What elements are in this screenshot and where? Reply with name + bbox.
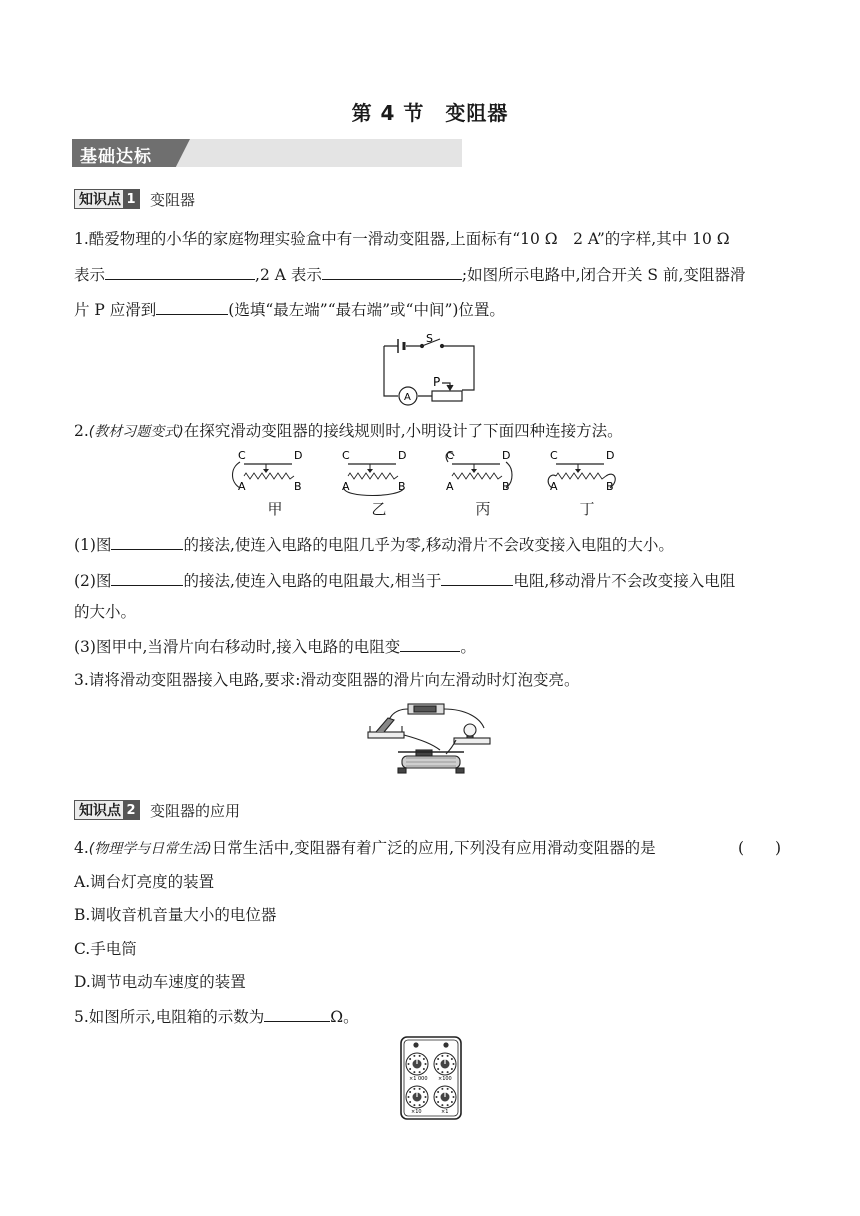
q4-option-c[interactable]: C.手电筒 bbox=[74, 940, 137, 958]
term-c: C bbox=[238, 449, 246, 462]
q2-line1: 2.(教材习题变式)在探究滑动变阻器的接线规则时,小明设计了下面四种连接方法。 bbox=[74, 422, 623, 440]
kp-number: 2 bbox=[123, 801, 139, 819]
term-a: A bbox=[238, 480, 246, 493]
q2-sub2-cont: 的大小。 bbox=[74, 603, 137, 621]
q3-line1: 3.请将滑动变阻器接入电路,要求:滑动变阻器的滑片向左滑动时灯泡变亮。 bbox=[74, 671, 580, 689]
q2-connection-figures bbox=[228, 448, 638, 518]
term-d: D bbox=[502, 449, 511, 462]
term-c: C bbox=[550, 449, 558, 462]
caption-ding: 丁 bbox=[579, 500, 595, 518]
term-c: C bbox=[342, 449, 350, 462]
knowledge-point-2 bbox=[74, 799, 240, 821]
q4-option-b[interactable]: B.调收音机音量大小的电位器 bbox=[74, 906, 277, 924]
caption-yi: 乙 bbox=[371, 500, 387, 518]
q2-blank-1[interactable] bbox=[111, 534, 183, 550]
q2-blank-3[interactable] bbox=[441, 570, 513, 586]
caption-bing: 丙 bbox=[475, 500, 491, 518]
q1-line2: 表示 ,2 A 表示 ;如图所示电路中,闭合开关 S 前,变阻器滑 bbox=[74, 266, 746, 284]
dial-100 bbox=[434, 1053, 456, 1075]
dial-mult-10: ×10 bbox=[411, 1109, 422, 1115]
dial-1000 bbox=[406, 1053, 428, 1075]
q1-blank-3[interactable] bbox=[156, 299, 228, 315]
term-d: D bbox=[294, 449, 303, 462]
q1-blank-1[interactable] bbox=[105, 264, 255, 280]
q4-answer-paren[interactable]: ( ) bbox=[738, 839, 782, 857]
q4-option-a[interactable]: A.调台灯亮度的装置 bbox=[74, 873, 215, 891]
term-b: B bbox=[398, 480, 406, 493]
rheostat-bing bbox=[446, 449, 512, 493]
q4-option-d[interactable]: D.调节电动车速度的装置 bbox=[74, 973, 246, 991]
switch-label: S bbox=[426, 332, 433, 345]
q5-line1: 5.如图所示,电阻箱的示数为 Ω。 bbox=[74, 1008, 359, 1026]
rheostat-jia bbox=[233, 449, 303, 493]
rheostat-ding bbox=[548, 449, 615, 493]
ammeter-label: A bbox=[404, 392, 411, 403]
dial-mult-1: ×1 bbox=[441, 1109, 449, 1115]
kp-tag: 知识点 bbox=[79, 803, 121, 819]
resistance-box-figure bbox=[400, 1036, 462, 1120]
section-banner-label: 基础达标 bbox=[80, 147, 152, 167]
dial-mult-1000: ×1 000 bbox=[409, 1076, 428, 1082]
q4-stem: 4.(物理学与日常生活)日常生活中,变阻器有着广泛的应用,下列没有应用滑动变阻器的是 bbox=[74, 839, 656, 857]
q1-line1: 1.酷爱物理的小华的家庭物理实验盒中有一滑动变阻器,上面标有“10 Ω 2 A”的字样,其中 10 Ω bbox=[74, 230, 730, 248]
kp-number: 1 bbox=[123, 190, 139, 208]
rheostat-diagrams bbox=[228, 448, 638, 498]
q1-blank-2[interactable] bbox=[322, 264, 462, 280]
dial-mult-100: ×100 bbox=[438, 1076, 452, 1082]
q3-apparatus-figure bbox=[362, 700, 498, 780]
term-b: B bbox=[502, 480, 510, 493]
term-b: B bbox=[294, 480, 302, 493]
q1-circuit-figure bbox=[376, 330, 482, 406]
term-a: A bbox=[446, 480, 454, 493]
dial-1 bbox=[434, 1086, 456, 1108]
q2-sub1: (1)图 的接法,使连入电路的电阻几乎为零,移动滑片不会改变接入电阻的大小。 bbox=[74, 536, 674, 554]
section-banner bbox=[72, 139, 462, 167]
q2-blank-2[interactable] bbox=[111, 570, 183, 586]
term-b: B bbox=[606, 480, 614, 493]
term-c: C bbox=[446, 449, 454, 462]
page-title: 第 4 节 变阻器 bbox=[351, 101, 509, 125]
knowledge-point-1 bbox=[74, 188, 195, 210]
kp-tag: 知识点 bbox=[79, 192, 121, 208]
term-a: A bbox=[550, 480, 558, 493]
rheostat-yi bbox=[342, 449, 406, 496]
q2-sub2: (2)图 的接法,使连入电路的电阻最大,相当于 电阻,移动滑片不会改变接入电阻 bbox=[74, 572, 736, 590]
kp-name: 变阻器 bbox=[150, 190, 196, 209]
q2-blank-4[interactable] bbox=[400, 636, 460, 652]
dial-10 bbox=[406, 1086, 428, 1108]
term-d: D bbox=[398, 449, 407, 462]
q1-line3: 片 P 应滑到 (选填“最左端”“最右端”或“中间”)位置。 bbox=[74, 301, 505, 319]
kp-name: 变阻器的应用 bbox=[150, 801, 241, 820]
q5-blank-1[interactable] bbox=[264, 1006, 330, 1022]
term-d: D bbox=[606, 449, 615, 462]
q2-sub3: (3)图甲中,当滑片向右移动时,接入电路的电阻变 。 bbox=[74, 638, 476, 656]
term-a: A bbox=[342, 480, 350, 493]
caption-jia: 甲 bbox=[267, 500, 283, 518]
slider-label: P bbox=[433, 375, 441, 389]
